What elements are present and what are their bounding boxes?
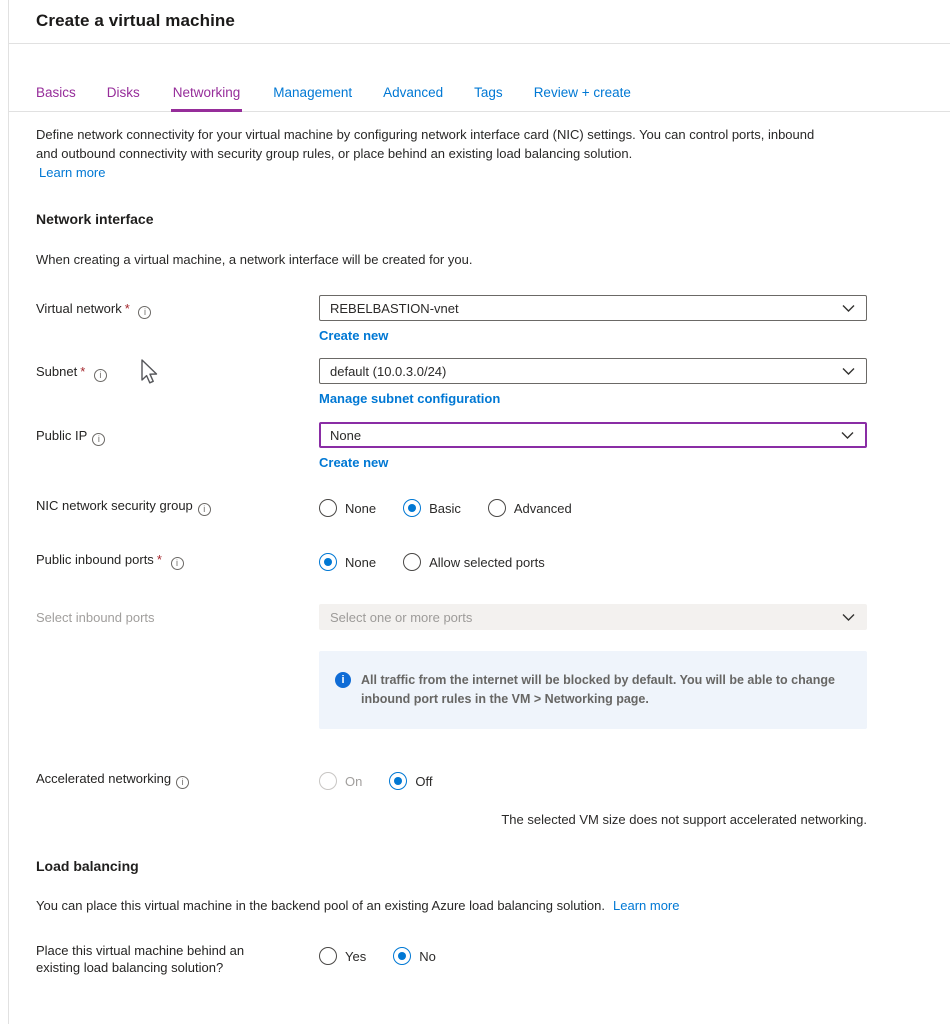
option-label: Basic <box>429 500 461 516</box>
inbound-ports-option-none[interactable] <box>319 553 376 571</box>
radio-icon <box>393 947 411 965</box>
nic-nsg-option-basic[interactable] <box>403 499 461 517</box>
radio-icon <box>319 947 337 965</box>
inbound-ports-option-allow-selected[interactable] <box>403 553 545 571</box>
subnet-row <box>36 358 950 406</box>
option-label: Yes <box>345 948 367 964</box>
infobox-message: All traffic from the internet will be blocked by default. You will be able to change inbound port rules in the VM > Networking page. <box>361 673 835 706</box>
subnet-value: default (10.0.3.0/24) <box>330 363 447 379</box>
public-inbound-ports-radio-group <box>319 550 867 571</box>
network-interface-description: When creating a virtual machine, a network interface will be created for you. <box>36 252 473 267</box>
load-balancing-option-no[interactable] <box>393 947 436 965</box>
option-label: Allow selected ports <box>429 554 545 570</box>
chevron-down-icon <box>842 304 855 313</box>
load-balancing-question-text: Place this virtual machine behind an existing load balancing solution? <box>36 943 245 975</box>
virtual-network-label-text: Virtual network <box>36 301 122 316</box>
select-inbound-ports-row <box>36 604 950 630</box>
public-ip-row <box>36 422 950 470</box>
nic-nsg-radio-group <box>319 496 867 517</box>
accelerated-networking-option-on <box>319 772 362 790</box>
intro-learn-more-link[interactable]: Learn more <box>39 165 106 180</box>
select-inbound-ports-dropdown <box>319 604 867 630</box>
public-inbound-ports-row <box>36 550 950 571</box>
virtual-network-label <box>36 295 319 319</box>
required-asterisk: * <box>124 301 130 316</box>
tab-basics[interactable]: Basics <box>36 85 76 100</box>
virtual-network-dropdown[interactable] <box>319 295 867 321</box>
info-icon[interactable]: i <box>92 433 105 446</box>
radio-icon <box>319 499 337 517</box>
intro-text: Define network connectivity for your virtual machine by configuring network interface card (NIC) settings. You can control ports, inbound and outbound connectivity with security group rules, or place behind an existing load balancing solution. <box>36 127 815 161</box>
virtual-network-create-new-link[interactable]: Create new <box>319 328 389 343</box>
load-balancing-learn-more-link[interactable]: Learn more <box>613 898 680 913</box>
public-inbound-ports-label <box>36 550 319 570</box>
public-inbound-ports-label-text: Public inbound ports <box>36 552 154 567</box>
tab-management[interactable]: Management <box>273 85 353 100</box>
nic-nsg-label-text: NIC network security group <box>36 498 193 513</box>
subnet-dropdown[interactable] <box>319 358 867 384</box>
chevron-down-icon <box>842 367 855 376</box>
radio-icon <box>403 553 421 571</box>
tab-review-create[interactable]: Review + create <box>533 85 631 100</box>
accelerated-networking-radio-group <box>319 769 867 790</box>
info-filled-icon: i <box>335 672 351 688</box>
radio-icon <box>488 499 506 517</box>
radio-icon <box>319 553 337 571</box>
load-balancing-question-row <box>36 941 950 976</box>
network-interface-heading: Network interface <box>36 211 154 227</box>
manage-subnet-configuration-link[interactable]: Manage subnet configuration <box>319 391 501 406</box>
required-asterisk: * <box>156 552 162 567</box>
virtual-network-row <box>36 295 950 343</box>
nic-nsg-label <box>36 496 319 516</box>
option-label: No <box>419 948 436 964</box>
required-asterisk: * <box>80 364 86 379</box>
inbound-ports-infobox <box>319 651 867 729</box>
wizard-tabs <box>9 85 950 112</box>
titlebar <box>9 0 950 44</box>
select-inbound-ports-placeholder: Select one or more ports <box>330 609 473 625</box>
create-vm-panel <box>8 0 950 1024</box>
public-ip-dropdown[interactable] <box>319 422 867 448</box>
tab-tags[interactable]: Tags <box>474 85 503 100</box>
radio-icon <box>389 772 407 790</box>
public-ip-value: None <box>330 427 362 443</box>
option-label: None <box>345 500 377 516</box>
subnet-label-text: Subnet <box>36 364 78 379</box>
tab-advanced[interactable]: Advanced <box>383 85 444 100</box>
accelerated-networking-label-text: Accelerated networking <box>36 771 172 786</box>
accelerated-networking-row <box>36 769 950 827</box>
load-balancing-description <box>36 898 950 913</box>
accelerated-networking-option-off[interactable] <box>389 772 432 790</box>
option-label: Off <box>415 773 433 789</box>
accelerated-networking-label <box>36 769 319 789</box>
page-title: Create a virtual machine <box>36 11 235 30</box>
public-ip-label <box>36 422 319 446</box>
option-label: Advanced <box>513 500 572 516</box>
nic-nsg-option-none[interactable] <box>319 499 376 517</box>
public-ip-label-text: Public IP <box>36 428 88 443</box>
load-balancing-description-text: You can place this virtual machine in the backend pool of an existing Azure load balancing solution. <box>36 898 606 913</box>
info-icon[interactable]: i <box>176 776 189 789</box>
networking-tab-content <box>9 112 950 976</box>
inbound-ports-info-row <box>36 651 950 729</box>
accelerated-networking-note: The selected VM size does not support accelerated networking. <box>501 812 867 827</box>
info-icon[interactable]: i <box>138 306 151 319</box>
chevron-down-icon <box>842 613 855 622</box>
tab-disks[interactable]: Disks <box>106 85 140 100</box>
info-icon[interactable]: i <box>94 369 107 382</box>
nic-nsg-option-advanced[interactable] <box>488 499 572 517</box>
radio-icon <box>403 499 421 517</box>
select-inbound-ports-label: Select inbound ports <box>36 610 155 625</box>
load-balancing-question-label <box>36 941 319 976</box>
chevron-down-icon <box>841 431 854 440</box>
option-label: None <box>345 554 377 570</box>
public-ip-create-new-link[interactable]: Create new <box>319 455 389 470</box>
virtual-network-value: REBELBASTION-vnet <box>330 300 459 316</box>
info-icon[interactable]: i <box>198 503 211 516</box>
network-interface-form <box>36 295 950 976</box>
tab-networking[interactable]: Networking <box>171 85 243 112</box>
option-label: On <box>345 773 363 789</box>
subnet-label <box>36 358 319 382</box>
load-balancing-heading: Load balancing <box>36 858 139 874</box>
info-icon[interactable]: i <box>171 557 184 570</box>
spacer <box>36 651 319 656</box>
radio-icon <box>319 772 337 790</box>
load-balancing-option-yes[interactable] <box>319 947 366 965</box>
load-balancing-radio-group <box>319 941 867 965</box>
nic-nsg-row <box>36 496 950 517</box>
